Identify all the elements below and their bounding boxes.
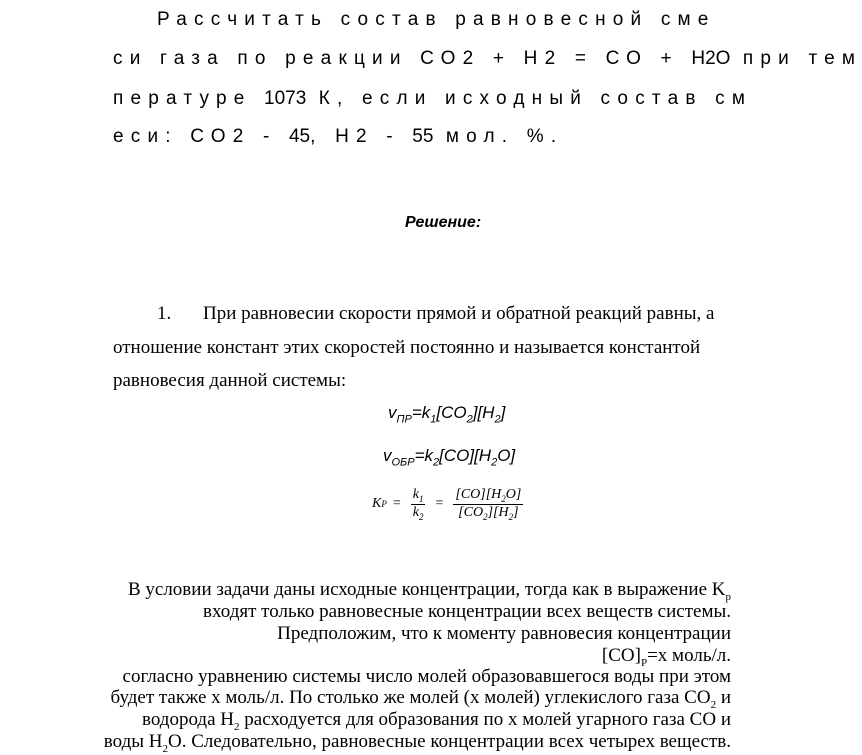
eq2-k-sub: 2 <box>433 456 440 469</box>
eq3-k1: k <box>412 487 419 502</box>
eq1-sub2: 2 <box>466 413 473 426</box>
equation-equilibrium-constant <box>372 487 527 522</box>
para2-line-5: согласно уравнению системы число молей образовавшегося воды при этом <box>122 666 731 687</box>
eq3-num-sub: 2 <box>501 493 506 504</box>
para2-line-3: Предположим, что к моменту равновесия концентрации <box>277 623 731 644</box>
eq3-numerator <box>453 487 523 505</box>
task-line-4-mid: , Н2 - <box>310 126 413 147</box>
eq3-num-a: [CO][H <box>455 487 502 502</box>
eq3-k-sub: P <box>381 499 387 510</box>
solution-heading: Решение: <box>405 214 482 231</box>
para1-line-2: отношение констант этих скоростей постоянно и называется константой <box>113 337 701 358</box>
eq3-denominator <box>456 505 520 522</box>
task-line-1-text: Рассчитать состав равновесной сме <box>157 9 716 30</box>
para1-line-1: При равновесии скорости прямой и обратной реакций равны, а <box>203 303 715 324</box>
task-line-4 <box>113 126 563 148</box>
para2-line-7-sub: 2 <box>234 720 240 733</box>
eq3-num-k1 <box>411 487 426 505</box>
eq2-sub2: 2 <box>491 456 498 469</box>
eq3-den-c: ] <box>513 504 519 520</box>
equation-reverse-rate <box>383 446 515 468</box>
eq3-den-a: [CO <box>458 504 484 520</box>
eq1-rest2: ][H <box>472 403 495 422</box>
eq2-v-sub: ОБР <box>391 456 415 469</box>
eq3-k2: k <box>412 504 419 520</box>
task-line-4-text: еси: СО2 - <box>113 126 289 147</box>
para2-line-4-sub: P <box>640 656 648 669</box>
eq3-den-sub2: 2 <box>508 511 514 522</box>
para2-line-4-text: [CO] <box>601 645 641 666</box>
eq3-den-k2 <box>411 505 426 522</box>
eq1-v: v <box>388 403 397 422</box>
task-line-2-h2o: H2O <box>691 48 731 69</box>
eq3-num-b: O] <box>505 487 522 502</box>
eq2-rest2: O] <box>497 446 516 465</box>
eq3-fraction-rates <box>411 487 426 522</box>
para2-line-4-end: =х моль/л. <box>647 645 731 666</box>
para2-line-6-sub: 2 <box>710 698 717 711</box>
para2-line-2: входят только равновесные концентрации всех веществ системы. <box>203 601 731 622</box>
eq2-eq: =k <box>414 446 433 465</box>
eq2-rest: [CO][H <box>439 446 492 465</box>
eq2-v: v <box>383 446 392 465</box>
eq3-k2-sub: 2 <box>418 511 424 522</box>
task-line-3-end: К, если исходный состав см <box>306 88 753 109</box>
eq1-rest: [CO <box>436 403 467 422</box>
task-line-4-co2-pct: 45 <box>288 126 311 147</box>
para2-line-8 <box>104 731 731 755</box>
eq1-sub3: 2 <box>494 413 501 426</box>
para2-line-7 <box>142 709 731 733</box>
task-line-4-h2-pct: 55 <box>412 126 434 147</box>
eq1-v-sub: ПР <box>396 413 412 426</box>
equation-forward-rate <box>388 403 505 425</box>
para2-line-1-sub: p <box>725 590 731 603</box>
para2-line-1 <box>128 579 731 603</box>
eq3-equals-2: = <box>435 496 444 512</box>
eq3-den-sub1: 2 <box>483 511 488 522</box>
para2-line-6 <box>111 687 732 711</box>
task-line-2-text: си газа по реакции СО2 + Н2 = СО + <box>113 48 692 69</box>
para2-line-1-text: В условии задачи даны исходные концентрации, тогда как в выражение K <box>127 579 726 600</box>
eq3-equals: = <box>392 496 401 512</box>
task-line-2-end: при тем <box>730 48 862 69</box>
task-line-3-text: пературе <box>113 88 264 109</box>
task-line-1 <box>157 9 716 31</box>
eq3-fraction-concentrations <box>453 487 523 522</box>
para2-line-7-end: расходуется для образования по х молей угарного газа CO и <box>239 709 731 730</box>
para2-line-8-text: воды H <box>103 731 163 752</box>
para2-line-7-text: водорода H <box>142 709 235 730</box>
eq1-k-sub: 1 <box>430 413 437 426</box>
task-line-3 <box>113 88 752 110</box>
eq3-den-b: ][H <box>487 504 509 520</box>
task-line-4-end: мол. %. <box>433 126 564 147</box>
task-line-2 <box>113 48 862 70</box>
para1-line-3: равновесия данной системы: <box>113 370 347 391</box>
para2-line-8-sub: 2 <box>162 742 168 755</box>
eq1-rest3: ] <box>500 403 506 422</box>
list-number: 1. <box>157 303 172 324</box>
para2-line-8-end: O. Следовательно, равновесные концентрации всех четырех веществ. <box>168 731 731 752</box>
task-line-3-temp: 1073 <box>264 88 307 109</box>
para2-line-6-end: и <box>716 687 731 708</box>
eq1-eq: =k <box>411 403 431 422</box>
para2-line-6-text: будет также х моль/л. По столько же молей (х молей) углекислого газа CO <box>110 687 711 708</box>
eq3-k: K <box>372 496 382 512</box>
eq3-k1-sub: 1 <box>418 493 424 504</box>
